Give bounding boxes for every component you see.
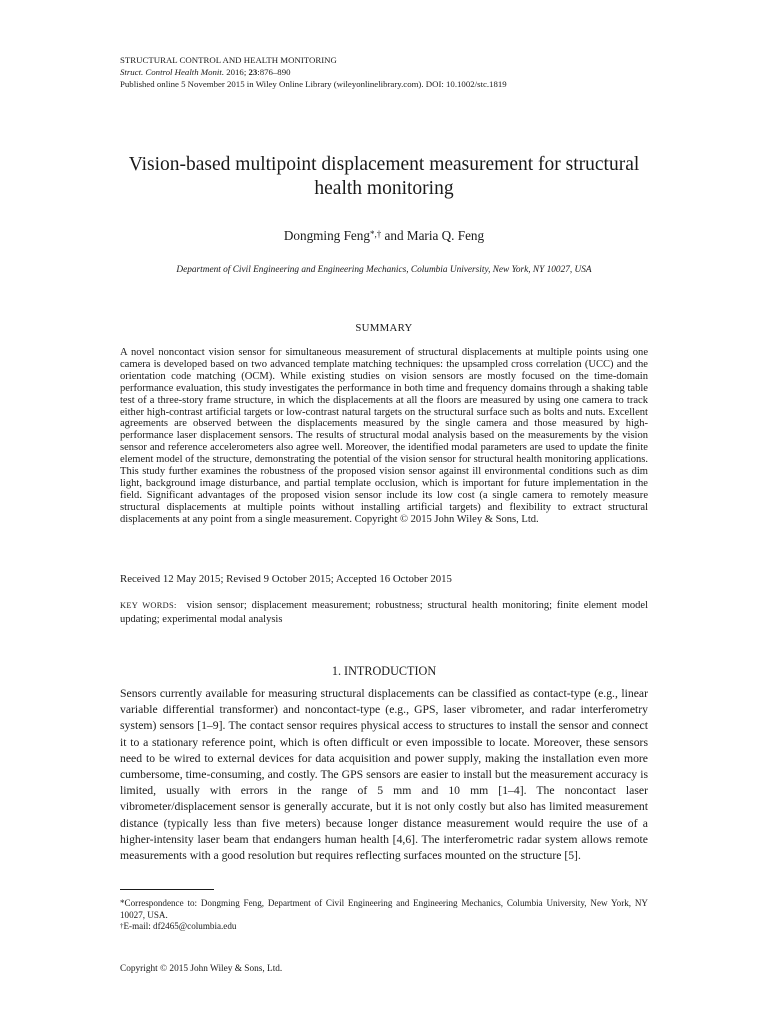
copyright-footer: Copyright © 2015 John Wiley & Sons, Ltd. [120,964,283,974]
email-footnote [120,921,648,933]
journal-header [120,54,680,90]
author-footnote-marks: *,† [369,229,382,239]
correspondence-footnote: *Correspondence to: Dongming Feng, Department of Civil Engineering and Engineering Mechanics, Columbia University, New York, NY 10027, USA. [120,898,648,920]
paper-title: Vision-based multipoint displacement measurement for structural health monitoring [128,154,640,199]
author-list [120,227,648,245]
keywords-text: vision sensor; displacement measurement; robustness; structural health monitoring; finite element model updating; experimental modal analysis [120,600,649,625]
author-name: Dongming Feng [283,228,370,243]
keywords [120,599,648,627]
citation-volume: 23 [248,67,258,77]
citation-abbrev: Struct. Control Health Monit. [120,67,225,77]
journal-name: STRUCTURAL CONTROL AND HEALTH MONITORING [120,55,337,65]
author-name: Maria Q. Feng [406,228,485,243]
journal-citation [120,66,680,78]
received-dates: Received 12 May 2015; Revised 9 October 2015; Accepted 16 October 2015 [120,573,452,585]
citation-pages: :876–890 [257,67,291,77]
email-footnote-mark: † [120,922,124,931]
author-email: E-mail: df2465@columbia.edu [123,921,237,932]
citation-year: 2016; [226,67,247,77]
author-affiliation: Department of Civil Engineering and Engineering Mechanics, Columbia University, New York, NY 10027, USA [176,265,592,275]
footnotes [120,898,648,933]
introduction-paragraph: Sensors currently available for measuring structural displacements can be classified as contact-type (e.g., linear variable differential transformer) and noncontact-type (e.g., GPS, laser vibrometer, and radar interferometry system) sensors [1–9]. The contact sensor requires physical access to structures to install the sensor and connect it to a stationary reference point, which is often difficult or even impossible to locate. Moreover, these sensors need to be wired to external devices for data acquisition and power supply, making the installation even more cumbersome, time-consuming, and costly. The GPS sensors are easier to install but the measurement accuracy is limited, usually with errors in the range of 5 mm and 10 mm [1–4]. The noncontact laser vibrometer/displacement sensor is generally accurate, but it is not only costly but also has limited measurement distance (typically less than five meters) because longer distance measurement would require the use of a higher-intensity laser beam that endangers human health [4,6]. The interferometric radar system allows remote measurements with a good resolution but requires reflecting surfaces mounted on the structure [5]. [120,687,648,863]
keywords-label: KEY WORDS: [120,601,177,610]
footnote-divider [120,889,214,890]
summary-heading: SUMMARY [355,322,413,334]
section-heading-introduction: 1. INTRODUCTION [331,664,437,678]
author-connector: and [381,228,407,243]
publication-info: Published online 5 November 2015 in Wiley Online Library (wileyonlinelibrary.com). DOI: 10.1002/stc.1819 [120,79,507,89]
abstract-text: A novel noncontact vision sensor for simultaneous measurement of structural displacements at multiple points using one camera is developed based on two advanced template matching techniques: the upsampled cross correlation (UCC) and the orientation code matching (OCM). While existing studies on vision sensors are mostly focused on the time-domain performance evaluation, this study investigates the performance in both time and frequency domains through a shaking table test of a three-story frame structure, in which the displacements at all the floors are measured by using one camera to track either high-contrast artificial targets or low-contrast natural targets on the structural surface such as bolts and nuts. Excellent agreements are observed between the displacements measured by the single camera and those measured by high-performance laser displacement sensors. The results of structural modal analysis based on the measurements by the vision sensor and reference accelerometers also agree well. Moreover, the identified modal parameters are used to update the finite element model of the structure, demonstrating the potential of the vision sensor for structural health monitoring applications. This study further examines the robustness of the proposed vision sensor against ill environmental conditions such as dim light, background image disturbance, and partial template occlusion, which is important for future implementation in the field. Significant advantages of the proposed vision sensor include its low cost (a single camera to remotely measure structural displacements at multiple points without installing artificial targets) and flexibility to extract structural displacements at any point from a single measurement. Copyright © 2015 John Wiley & Sons, Ltd. [120,347,648,525]
